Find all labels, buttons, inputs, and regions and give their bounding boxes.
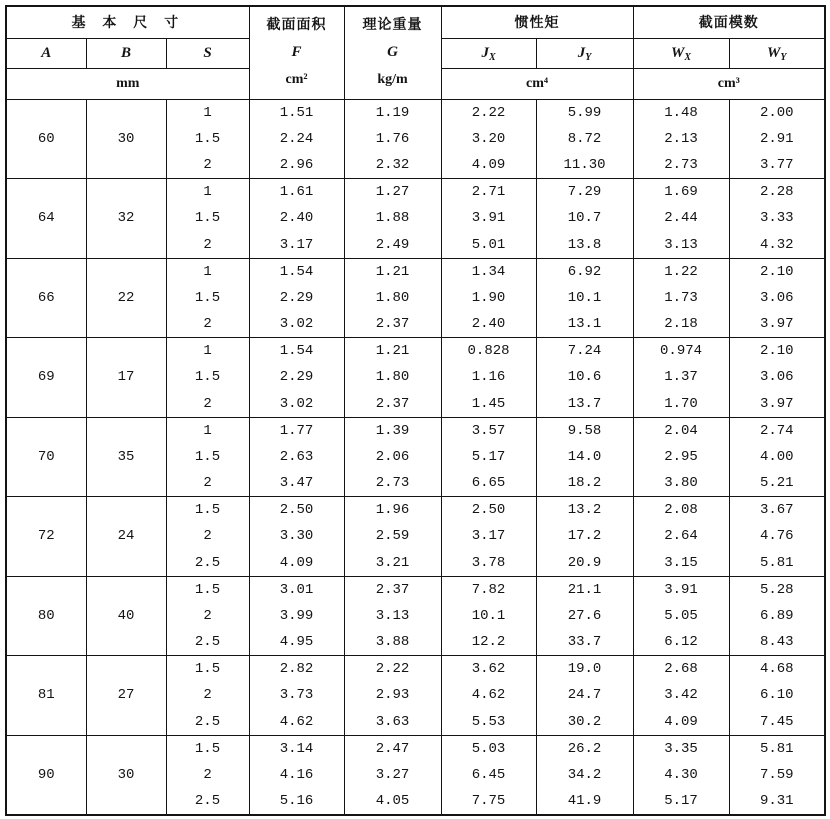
cell-wy: 5.21 <box>729 470 825 497</box>
cell-g: 1.27 <box>344 179 441 206</box>
cell-jy: 30.2 <box>536 709 633 736</box>
cell-s: 1.5 <box>166 576 249 603</box>
cell-wy: 5.28 <box>729 576 825 603</box>
cell-wx: 2.13 <box>633 126 729 153</box>
cell-b: 40 <box>86 576 166 656</box>
cell-wx: 3.15 <box>633 550 729 577</box>
table-row <box>6 179 825 206</box>
symbol-wx-base: W <box>671 44 685 61</box>
cell-wx: 4.30 <box>633 762 729 789</box>
cell-g: 2.32 <box>344 152 441 179</box>
cell-b: 17 <box>86 338 166 418</box>
cell-wx: 2.04 <box>633 417 729 444</box>
modulus-unit: cm³ <box>633 68 825 99</box>
cell-jx: 5.17 <box>441 444 536 471</box>
header-row-titles <box>6 6 825 38</box>
inertia-unit: cm⁴ <box>441 68 633 99</box>
cell-jx: 3.78 <box>441 550 536 577</box>
symbol-jy <box>536 38 633 68</box>
cell-g: 4.05 <box>344 788 441 815</box>
symbol-jy-base: J <box>577 44 586 61</box>
cell-g: 2.73 <box>344 470 441 497</box>
cell-wy: 5.81 <box>729 550 825 577</box>
cell-g: 2.59 <box>344 523 441 550</box>
cell-g: 1.19 <box>344 99 441 126</box>
cell-wy: 6.89 <box>729 603 825 630</box>
cell-wy: 7.45 <box>729 709 825 736</box>
symbol-jy-sub: Y <box>585 51 592 63</box>
cell-jx: 3.20 <box>441 126 536 153</box>
cell-s: 2 <box>166 391 249 418</box>
weight-header <box>344 6 441 99</box>
cell-f: 4.62 <box>249 709 344 736</box>
cell-wx: 0.974 <box>633 338 729 365</box>
cell-jy: 20.9 <box>536 550 633 577</box>
cell-wx: 3.13 <box>633 232 729 259</box>
cell-g: 1.21 <box>344 338 441 365</box>
cell-s: 1.5 <box>166 126 249 153</box>
cell-jx: 3.17 <box>441 523 536 550</box>
cell-wx: 2.64 <box>633 523 729 550</box>
symbol-jx-base: J <box>481 44 489 61</box>
cell-wy: 3.06 <box>729 364 825 391</box>
cell-jx: 2.50 <box>441 497 536 524</box>
cell-wx: 2.95 <box>633 444 729 471</box>
cell-jy: 11.30 <box>536 152 633 179</box>
table-body <box>6 99 825 815</box>
cell-f: 3.99 <box>249 603 344 630</box>
cell-f: 2.40 <box>249 205 344 232</box>
cell-jx: 5.03 <box>441 735 536 762</box>
cell-jx: 1.34 <box>441 258 536 285</box>
cell-jx: 2.40 <box>441 311 536 338</box>
section-modulus-header: 截面模数 <box>633 6 825 38</box>
cell-s: 2.5 <box>166 709 249 736</box>
cell-s: 2 <box>166 762 249 789</box>
cell-jy: 27.6 <box>536 603 633 630</box>
cell-f: 2.29 <box>249 364 344 391</box>
cell-g: 1.80 <box>344 285 441 312</box>
area-title: 截面面积 <box>266 17 327 34</box>
cell-s: 1 <box>166 338 249 365</box>
cell-s: 1 <box>166 179 249 206</box>
cell-jx: 5.53 <box>441 709 536 736</box>
cell-wy: 6.10 <box>729 682 825 709</box>
symbol-jx <box>441 38 536 68</box>
cell-jx: 0.828 <box>441 338 536 365</box>
cell-wy: 5.81 <box>729 735 825 762</box>
cell-s: 2 <box>166 470 249 497</box>
cell-f: 1.61 <box>249 179 344 206</box>
cell-wy: 8.43 <box>729 629 825 656</box>
cell-g: 1.21 <box>344 258 441 285</box>
cell-g: 2.37 <box>344 311 441 338</box>
cell-g: 2.22 <box>344 656 441 683</box>
cell-f: 3.47 <box>249 470 344 497</box>
cell-a: 70 <box>6 417 86 497</box>
cell-wx: 1.70 <box>633 391 729 418</box>
cell-wx: 2.68 <box>633 656 729 683</box>
cell-jx: 12.2 <box>441 629 536 656</box>
cell-jy: 34.2 <box>536 762 633 789</box>
table-row <box>6 338 825 365</box>
cell-wx: 1.48 <box>633 99 729 126</box>
cell-jy: 14.0 <box>536 444 633 471</box>
cell-b: 30 <box>86 735 166 815</box>
cell-s: 2 <box>166 523 249 550</box>
cell-jx: 3.62 <box>441 656 536 683</box>
cell-wx: 3.42 <box>633 682 729 709</box>
cell-g: 1.76 <box>344 126 441 153</box>
table-row <box>6 735 825 762</box>
cell-s: 2.5 <box>166 629 249 656</box>
cell-a: 60 <box>6 99 86 179</box>
cell-a: 80 <box>6 576 86 656</box>
cell-jy: 19.0 <box>536 656 633 683</box>
symbol-wx-sub: X <box>684 51 692 63</box>
cell-wy: 2.10 <box>729 258 825 285</box>
cell-jx: 4.62 <box>441 682 536 709</box>
cell-jy: 33.7 <box>536 629 633 656</box>
cell-wy: 3.97 <box>729 311 825 338</box>
cell-f: 2.29 <box>249 285 344 312</box>
cell-f: 2.24 <box>249 126 344 153</box>
symbol-wy <box>729 38 825 68</box>
cell-f: 4.09 <box>249 550 344 577</box>
cell-g: 3.63 <box>344 709 441 736</box>
cell-wx: 2.18 <box>633 311 729 338</box>
cell-jx: 4.09 <box>441 152 536 179</box>
cell-jy: 13.7 <box>536 391 633 418</box>
cell-a: 72 <box>6 497 86 577</box>
cell-a: 64 <box>6 179 86 259</box>
cell-jy: 9.58 <box>536 417 633 444</box>
cell-f: 2.50 <box>249 497 344 524</box>
cell-wx: 1.73 <box>633 285 729 312</box>
cell-wx: 5.05 <box>633 603 729 630</box>
cell-jy: 26.2 <box>536 735 633 762</box>
cell-g: 2.06 <box>344 444 441 471</box>
cell-wy: 2.00 <box>729 99 825 126</box>
section-properties-table <box>5 5 826 816</box>
cell-jx: 5.01 <box>441 232 536 259</box>
cell-f: 2.96 <box>249 152 344 179</box>
cell-jy: 13.2 <box>536 497 633 524</box>
cell-f: 3.30 <box>249 523 344 550</box>
cell-g: 2.37 <box>344 391 441 418</box>
cell-f: 2.63 <box>249 444 344 471</box>
cell-wy: 3.97 <box>729 391 825 418</box>
cell-f: 4.95 <box>249 629 344 656</box>
cell-jx: 3.91 <box>441 205 536 232</box>
cell-jx: 2.71 <box>441 179 536 206</box>
cell-wy: 7.59 <box>729 762 825 789</box>
cell-b: 30 <box>86 99 166 179</box>
cell-f: 1.51 <box>249 99 344 126</box>
cell-wy: 4.00 <box>729 444 825 471</box>
cell-wx: 3.91 <box>633 576 729 603</box>
cell-wy: 3.67 <box>729 497 825 524</box>
cell-b: 35 <box>86 417 166 497</box>
cell-g: 3.27 <box>344 762 441 789</box>
cell-wx: 6.12 <box>633 629 729 656</box>
cell-s: 2.5 <box>166 788 249 815</box>
table-header <box>6 6 825 99</box>
cell-jx: 1.16 <box>441 364 536 391</box>
cell-s: 1.5 <box>166 656 249 683</box>
symbol-jx-sub: X <box>488 51 496 63</box>
cell-wx: 1.69 <box>633 179 729 206</box>
cell-f: 1.77 <box>249 417 344 444</box>
moment-of-inertia-header: 惯性矩 <box>441 6 633 38</box>
cell-wy: 2.10 <box>729 338 825 365</box>
cell-jy: 17.2 <box>536 523 633 550</box>
cell-jy: 6.92 <box>536 258 633 285</box>
table-row <box>6 258 825 285</box>
cell-wx: 3.35 <box>633 735 729 762</box>
cell-jy: 5.99 <box>536 99 633 126</box>
cell-a: 90 <box>6 735 86 815</box>
symbol-s: S <box>166 38 249 68</box>
cell-jy: 24.7 <box>536 682 633 709</box>
cell-jx: 6.45 <box>441 762 536 789</box>
cell-wx: 5.17 <box>633 788 729 815</box>
cell-jy: 10.7 <box>536 205 633 232</box>
cell-jy: 7.29 <box>536 179 633 206</box>
cell-wx: 1.37 <box>633 364 729 391</box>
cell-wy: 2.74 <box>729 417 825 444</box>
cell-wy: 9.31 <box>729 788 825 815</box>
cell-f: 5.16 <box>249 788 344 815</box>
cell-g: 1.39 <box>344 417 441 444</box>
cell-s: 1.5 <box>166 444 249 471</box>
cell-a: 66 <box>6 258 86 338</box>
cell-jy: 18.2 <box>536 470 633 497</box>
cell-g: 2.37 <box>344 576 441 603</box>
cell-s: 2 <box>166 603 249 630</box>
cell-s: 1.5 <box>166 497 249 524</box>
cell-wx: 2.08 <box>633 497 729 524</box>
cell-b: 27 <box>86 656 166 736</box>
cell-b: 22 <box>86 258 166 338</box>
cell-wy: 4.68 <box>729 656 825 683</box>
weight-title: 理论重量 <box>362 17 423 34</box>
cell-f: 3.17 <box>249 232 344 259</box>
table-row <box>6 417 825 444</box>
cell-wx: 2.73 <box>633 152 729 179</box>
symbol-b: B <box>86 38 166 68</box>
cell-wy: 3.33 <box>729 205 825 232</box>
cell-f: 3.14 <box>249 735 344 762</box>
basic-dimensions-header: 基 本 尺 寸 <box>6 6 249 38</box>
cell-jx: 2.22 <box>441 99 536 126</box>
cell-wy: 2.91 <box>729 126 825 153</box>
symbol-wx <box>633 38 729 68</box>
cell-s: 1 <box>166 417 249 444</box>
cell-g: 3.21 <box>344 550 441 577</box>
cell-s: 2.5 <box>166 550 249 577</box>
cell-jy: 13.1 <box>536 311 633 338</box>
cell-s: 1.5 <box>166 735 249 762</box>
cell-f: 1.54 <box>249 258 344 285</box>
table-row <box>6 576 825 603</box>
cell-f: 1.54 <box>249 338 344 365</box>
cell-g: 2.93 <box>344 682 441 709</box>
cell-jy: 13.8 <box>536 232 633 259</box>
cell-jy: 7.24 <box>536 338 633 365</box>
cell-jy: 10.6 <box>536 364 633 391</box>
symbol-a: A <box>6 38 86 68</box>
cell-s: 1.5 <box>166 205 249 232</box>
cell-f: 3.02 <box>249 391 344 418</box>
cell-s: 2 <box>166 232 249 259</box>
weight-symbol: G <box>387 44 398 61</box>
cell-g: 1.96 <box>344 497 441 524</box>
cell-s: 2 <box>166 152 249 179</box>
cell-wx: 2.44 <box>633 205 729 232</box>
cell-f: 3.73 <box>249 682 344 709</box>
cell-jx: 3.57 <box>441 417 536 444</box>
cell-jx: 7.82 <box>441 576 536 603</box>
area-header <box>249 6 344 99</box>
cell-b: 32 <box>86 179 166 259</box>
cell-g: 2.49 <box>344 232 441 259</box>
cell-wy: 2.28 <box>729 179 825 206</box>
weight-unit: kg/m <box>377 72 408 88</box>
cell-jx: 10.1 <box>441 603 536 630</box>
cell-a: 69 <box>6 338 86 418</box>
cell-s: 1.5 <box>166 285 249 312</box>
cell-g: 1.80 <box>344 364 441 391</box>
cell-wy: 3.06 <box>729 285 825 312</box>
dimensions-unit: mm <box>6 68 249 99</box>
cell-jy: 41.9 <box>536 788 633 815</box>
cell-wx: 1.22 <box>633 258 729 285</box>
cell-f: 3.01 <box>249 576 344 603</box>
cell-f: 4.16 <box>249 762 344 789</box>
cell-jx: 6.65 <box>441 470 536 497</box>
cell-wx: 4.09 <box>633 709 729 736</box>
symbol-wy-base: W <box>767 44 781 61</box>
cell-s: 1 <box>166 258 249 285</box>
symbol-wy-sub: Y <box>780 51 787 63</box>
cell-jy: 21.1 <box>536 576 633 603</box>
cell-wy: 3.77 <box>729 152 825 179</box>
cell-s: 2 <box>166 311 249 338</box>
cell-g: 2.47 <box>344 735 441 762</box>
cell-g: 1.88 <box>344 205 441 232</box>
cell-jx: 1.90 <box>441 285 536 312</box>
cell-jy: 10.1 <box>536 285 633 312</box>
cell-b: 24 <box>86 497 166 577</box>
cell-wy: 4.32 <box>729 232 825 259</box>
cell-jy: 8.72 <box>536 126 633 153</box>
cell-wy: 4.76 <box>729 523 825 550</box>
cell-jx: 7.75 <box>441 788 536 815</box>
area-unit: cm² <box>285 72 308 88</box>
cell-s: 2 <box>166 682 249 709</box>
cell-f: 2.82 <box>249 656 344 683</box>
table-row <box>6 497 825 524</box>
cell-f: 3.02 <box>249 311 344 338</box>
cell-wx: 3.80 <box>633 470 729 497</box>
cell-s: 1.5 <box>166 364 249 391</box>
area-symbol: F <box>291 44 302 61</box>
cell-s: 1 <box>166 99 249 126</box>
table-row <box>6 99 825 126</box>
table-row <box>6 656 825 683</box>
cell-a: 81 <box>6 656 86 736</box>
cell-g: 3.13 <box>344 603 441 630</box>
cell-g: 3.88 <box>344 629 441 656</box>
cell-jx: 1.45 <box>441 391 536 418</box>
